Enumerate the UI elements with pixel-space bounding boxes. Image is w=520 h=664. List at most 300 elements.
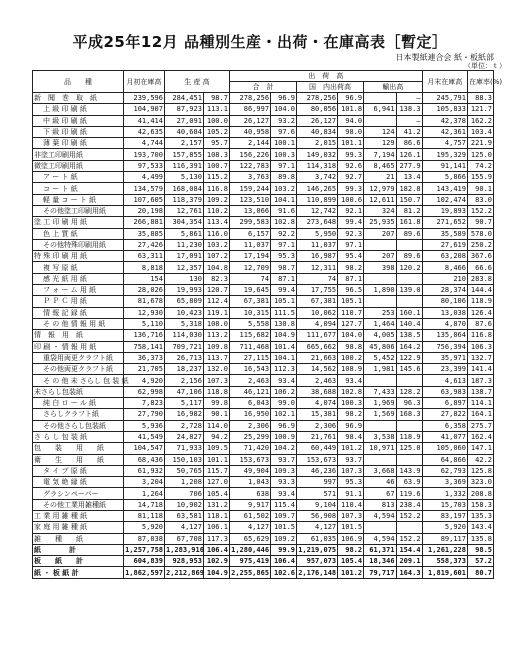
cell-value: 46,236 — [297, 465, 338, 476]
cell-value: 152.2 — [396, 510, 422, 521]
cell-value: 156,226 — [229, 149, 270, 160]
cell-value: 106.9 — [338, 533, 364, 544]
cell-value: 107.3 — [203, 375, 229, 386]
table-row — [33, 172, 494, 183]
cell-value: 5,920 — [422, 522, 467, 533]
cell-value: 100.2 — [338, 352, 364, 363]
cell-value: 144.4 — [467, 285, 493, 296]
cell-value: 15,703 — [422, 499, 467, 510]
cell-value: 304,354 — [165, 217, 204, 228]
cell-value: 5,866 — [422, 172, 467, 183]
cell-value: 12,709 — [229, 262, 270, 273]
cell-value: 5,861 — [165, 228, 204, 239]
cell-value: 21,761 — [297, 431, 338, 442]
cell-value: 81,678 — [123, 296, 164, 307]
cell-value: 157,855 — [165, 149, 204, 160]
cell-value: 13,038 — [422, 307, 467, 318]
table-row — [33, 239, 494, 250]
cell-value: 4,127 — [165, 522, 204, 533]
table-row — [33, 318, 494, 329]
cell-value: 161.8 — [396, 217, 422, 228]
row-item-name: 情 報 記 録 紙 — [33, 307, 124, 318]
cell-value: 638 — [229, 488, 270, 499]
cell-value: 128.2 — [396, 386, 422, 397]
cell-value: 100.6 — [338, 194, 364, 205]
cell-value: 13,066 — [229, 205, 270, 216]
cell-value: 122.9 — [396, 352, 422, 363]
row-item-name: コ ー ト 紙 — [33, 183, 124, 194]
cell-value: 107.2 — [203, 251, 229, 262]
cell-value: 119.1 — [203, 307, 229, 318]
cell-value: 114.0 — [203, 420, 229, 431]
cell-value: 159,244 — [229, 183, 270, 194]
row-item-name: 紙 ・ 板 紙 計 — [33, 567, 124, 578]
cell-value: 150.7 — [396, 194, 422, 205]
cell-value: 147.1 — [467, 443, 493, 454]
cell-value: 63,581 — [165, 510, 204, 521]
cell-value: 604,839 — [123, 556, 164, 567]
cell-value: 3,538 — [364, 431, 396, 442]
cell-value: 21,663 — [297, 352, 338, 363]
row-item-name: 未さらし包装紙 — [33, 386, 124, 397]
cell-value: 98.2 — [338, 262, 364, 273]
cell-value: 63,311 — [123, 251, 164, 262]
cell-value: 114.1 — [467, 398, 493, 409]
cell-value: 96.3 — [396, 398, 422, 409]
cell-value: 756,394 — [422, 341, 467, 352]
cell-value: 104.1 — [271, 194, 297, 205]
cell-value: 108.9 — [338, 364, 364, 375]
cell-value: 132.7 — [467, 352, 493, 363]
cell-value: 90.1 — [203, 409, 229, 420]
cell-value: 98.0 — [338, 126, 364, 137]
cell-value: 2,157 — [165, 138, 204, 149]
cell-value — [364, 273, 396, 284]
cell-value: 40,834 — [297, 126, 338, 137]
cell-value: 4,757 — [422, 138, 467, 149]
cell-value: 4,127 — [229, 522, 270, 533]
cell-value: 36,373 — [123, 352, 164, 363]
cell-value: 71,420 — [229, 443, 270, 454]
row-item-name: 家 庭 用 雑 種 紙 — [33, 522, 124, 533]
table-row — [33, 149, 494, 160]
cell-value: 2,144 — [229, 138, 270, 149]
cell-value: 3,204 — [123, 477, 164, 488]
cell-value: 97.1 — [271, 160, 297, 171]
cell-value: 86,997 — [229, 104, 270, 115]
cell-value: 102.6 — [271, 567, 297, 578]
cell-value: 35,589 — [422, 228, 467, 239]
cell-value: 99.0 — [271, 398, 297, 409]
cell-value: 957,073 — [297, 556, 338, 567]
cell-value: 67,381 — [229, 296, 270, 307]
page-title: 平成25年12月 品種別生産・出荷・在庫高表［暫定］ — [72, 33, 448, 51]
cell-value: 41,077 — [422, 431, 467, 442]
cell-value: 96.9 — [338, 93, 364, 104]
cell-value: 578.0 — [467, 228, 493, 239]
cell-value — [396, 273, 422, 284]
cell-value: 107.3 — [338, 510, 364, 521]
cell-value: 711,468 — [229, 341, 270, 352]
cell-value: 57.2 — [467, 556, 493, 567]
header-export: 輸出高 — [364, 82, 422, 93]
cell-value: 89.8 — [271, 172, 297, 183]
cell-value: 4,744 — [123, 138, 164, 149]
table-row — [33, 341, 494, 352]
table-row — [33, 160, 494, 171]
cell-value: 25,299 — [229, 431, 270, 442]
cell-value: 92.2 — [271, 228, 297, 239]
cell-value: 65,809 — [165, 296, 204, 307]
cell-value: 266,881 — [123, 217, 164, 228]
cell-value: 4,870 — [422, 318, 467, 329]
cell-value: 92.1 — [338, 205, 364, 216]
cell-value: 106.4 — [271, 556, 297, 567]
cell-value: 27,619 — [422, 239, 467, 250]
cell-value: 102.8 — [271, 217, 297, 228]
cell-value: 27,426 — [123, 239, 164, 250]
cell-value: 275.7 — [467, 420, 493, 431]
cell-value: 10,062 — [297, 307, 338, 318]
cell-value: 98.7 — [271, 262, 297, 273]
cell-value: 18,346 — [364, 556, 396, 567]
cell-value: 109.3 — [271, 465, 297, 476]
table-row — [33, 499, 494, 510]
table-row — [33, 544, 494, 555]
cell-value: 115.7 — [203, 465, 229, 476]
cell-value: 6,358 — [422, 420, 467, 431]
cell-value: 12,357 — [165, 262, 204, 273]
table-row — [33, 420, 494, 431]
row-item-name: 複 写 原 紙 — [33, 262, 124, 273]
row-item-name: 紙 計 — [33, 544, 124, 555]
cell-value: 152.2 — [467, 205, 493, 216]
cell-value: 105.1 — [271, 296, 297, 307]
row-item-name: グラシンペーパー — [33, 488, 124, 499]
cell-value: 91,141 — [422, 160, 467, 171]
cell-value — [364, 420, 396, 431]
cell-value: 117.3 — [203, 533, 229, 544]
cell-value: 97.6 — [271, 126, 297, 137]
cell-value: 87.1 — [338, 273, 364, 284]
cell-value: 135,064 — [422, 330, 467, 341]
cell-value: 61,502 — [229, 510, 270, 521]
cell-value: 101.1 — [203, 454, 229, 465]
cell-value: 82.3 — [203, 273, 229, 284]
cell-value: 87,923 — [165, 104, 204, 115]
cell-value: 26,713 — [165, 352, 204, 363]
cell-value: 8,465 — [364, 160, 396, 171]
cell-value: 21,705 — [123, 364, 164, 375]
organization-label: 日本製紙連合会 紙・板紙部 — [395, 53, 494, 62]
cell-value: 35,885 — [123, 228, 164, 239]
cell-value: 104,907 — [123, 104, 164, 115]
cell-value: 90.7 — [467, 217, 493, 228]
table-row — [33, 104, 494, 115]
cell-value: 93.3 — [271, 477, 297, 488]
cell-value: 134,579 — [123, 183, 164, 194]
cell-value: 115,682 — [229, 330, 270, 341]
cell-value: 126.4 — [467, 307, 493, 318]
cell-value: 3,668 — [364, 465, 396, 476]
cell-value: 96.9 — [271, 420, 297, 431]
row-item-name: 衛 生 用 紙 — [33, 454, 124, 465]
cell-value: 80.7 — [467, 567, 493, 578]
cell-value: 2,176,148 — [298, 568, 337, 577]
cell-value: 89,117 — [422, 533, 467, 544]
row-item-name: 薄 葉 印 刷 紙 — [33, 138, 124, 149]
table-row — [33, 93, 494, 104]
cell-value: 23,399 — [422, 364, 467, 375]
row-item-name: 印 刷 ・ 情 報 用 紙 — [33, 341, 124, 352]
cell-value: 149,032 — [297, 149, 338, 160]
table-row — [33, 273, 494, 284]
cell-value: 62,998 — [123, 386, 164, 397]
cell-value: 100.9 — [271, 431, 297, 442]
table-row — [33, 138, 494, 149]
cell-value: 104.0 — [271, 104, 297, 115]
cell-value: 93.7 — [271, 454, 297, 465]
cell-value: 88.3 — [467, 93, 493, 104]
cell-value: 9,917 — [229, 499, 270, 510]
cell-value: 239,596 — [123, 93, 164, 104]
cell-value: 143,419 — [422, 183, 467, 194]
table-row — [33, 398, 494, 409]
table-row — [33, 126, 494, 137]
cell-value: 5,318 — [165, 318, 204, 329]
cell-value: 130.8 — [271, 318, 297, 329]
cell-value: 113.1 — [203, 104, 229, 115]
table-body — [33, 93, 494, 579]
cell-value: 41,414 — [123, 115, 164, 126]
cell-value: 8,818 — [123, 262, 164, 273]
cell-value: 4,074 — [297, 398, 338, 409]
cell-value: 105,060 — [422, 443, 467, 454]
cell-value: 96.9 — [271, 93, 297, 104]
cell-value: 187.3 — [467, 375, 493, 386]
cell-value: 283.8 — [467, 273, 493, 284]
header-item: 品 種 — [33, 71, 124, 93]
cell-value: 132.0 — [203, 364, 229, 375]
cell-value: 127.0 — [203, 477, 229, 488]
cell-value: 28,026 — [123, 285, 164, 296]
cell-value — [364, 296, 396, 307]
cell-value: 97.1 — [338, 239, 364, 250]
cell-value: 100.3 — [338, 398, 364, 409]
cell-value: 103.2 — [271, 183, 297, 194]
row-item-name: 板 紙 計 — [33, 556, 124, 567]
cell-value: 12,930 — [123, 307, 164, 318]
cell-value: 116.8 — [203, 183, 229, 194]
cell-value — [364, 375, 396, 386]
cell-value: 138.3 — [396, 104, 422, 115]
cell-value: 99.4 — [271, 285, 297, 296]
cell-value: 93.7 — [338, 454, 364, 465]
cell-value: 118.8 — [203, 386, 229, 397]
cell-value: 62,793 — [422, 465, 467, 476]
cell-value: 758,141 — [123, 341, 164, 352]
cell-value: 140.4 — [396, 318, 422, 329]
cell-value: 112.3 — [271, 364, 297, 375]
cell-value: 2,212,869 — [166, 568, 204, 577]
table-row — [33, 409, 494, 420]
cell-value: 7,823 — [123, 398, 164, 409]
cell-value: 6,941 — [364, 104, 396, 115]
cell-value: 104.2 — [271, 443, 297, 454]
cell-value: 63,983 — [422, 386, 467, 397]
cell-value: 116.0 — [203, 228, 229, 239]
table-row — [33, 194, 494, 205]
cell-value: 96.9 — [338, 420, 364, 431]
row-item-name: そ の 他 情 報 用 紙 — [33, 318, 124, 329]
cell-value: 154.4 — [396, 544, 422, 555]
cell-value: 61,932 — [123, 465, 164, 476]
cell-value: 38,688 — [297, 386, 338, 397]
cell-value: 997 — [297, 477, 338, 488]
cell-value: 104.9 — [271, 330, 297, 341]
table-row — [33, 352, 494, 363]
row-item-name: 下 級 印 刷 紙 — [33, 126, 124, 137]
cell-value: 106.4 — [203, 544, 229, 555]
cell-value: 5,936 — [123, 420, 164, 431]
cell-value: 99.4 — [338, 217, 364, 228]
cell-value: 17,755 — [297, 285, 338, 296]
cell-value: 74.2 — [467, 160, 493, 171]
cell-value: 19,993 — [165, 285, 204, 296]
cell-value: — — [396, 93, 422, 104]
cell-value: 87.1 — [271, 273, 297, 284]
table-row — [33, 251, 494, 262]
row-item-name: 工 業 用 雑 種 紙 — [33, 510, 124, 521]
row-item-name: その他塗工印刷用紙 — [33, 205, 124, 216]
row-item-name: その他さらし包装紙 — [33, 420, 124, 431]
cell-value: 253 — [364, 307, 396, 318]
row-item-name: 塗 工 印 刷 用 紙 — [33, 217, 124, 228]
cell-value: 120.2 — [396, 262, 422, 273]
cell-value: 1,862,597 — [125, 568, 163, 577]
cell-value: 118,379 — [165, 194, 204, 205]
cell-value: 143.4 — [467, 522, 493, 533]
cell-value: 98.2 — [338, 544, 364, 555]
cell-value: 93.4 — [271, 488, 297, 499]
cell-value: 104.0 — [338, 330, 364, 341]
cell-value: 119.6 — [396, 488, 422, 499]
cell-value: 571 — [297, 488, 338, 499]
cell-value — [396, 454, 422, 465]
header-shipments: 出 荷 高 — [229, 71, 422, 82]
cell-value: 79,717 — [364, 567, 396, 578]
cell-value: 145.6 — [396, 364, 422, 375]
cell-value: 96.5 — [338, 285, 364, 296]
row-item-name: 包 装 用 紙 — [33, 443, 124, 454]
table-row — [33, 115, 494, 126]
cell-value: 125.8 — [467, 465, 493, 476]
cell-value: 127.7 — [338, 318, 364, 329]
cell-value: 97,533 — [123, 160, 164, 171]
cell-value — [364, 239, 396, 250]
cell-value: 67 — [364, 488, 396, 499]
cell-value: 106.2 — [271, 386, 297, 397]
cell-value: 152.2 — [396, 533, 422, 544]
cell-value: 98.4 — [338, 431, 364, 442]
row-item-name: その他工業用雑種紙 — [33, 499, 124, 510]
cell-value: 101.5 — [338, 522, 364, 533]
row-item-name: 非塗工印刷用紙 — [33, 149, 124, 160]
cell-value: 129 — [364, 138, 396, 149]
cell-value: 238.4 — [396, 499, 422, 510]
cell-value: 665,662 — [297, 341, 338, 352]
cell-value: 138.5 — [396, 330, 422, 341]
cell-value: 92.6 — [338, 160, 364, 171]
cell-value: 28,374 — [422, 285, 467, 296]
cell-value: 99.8 — [203, 398, 229, 409]
cell-value: 109.2 — [271, 533, 297, 544]
cell-value: 1,257,758 — [125, 546, 163, 555]
cell-value: 91.1 — [338, 488, 364, 499]
cell-value: 93.4 — [338, 375, 364, 386]
table-row — [33, 183, 494, 194]
table-row — [33, 454, 494, 465]
cell-value: 46,121 — [229, 386, 270, 397]
cell-value: 81,118 — [123, 510, 164, 521]
cell-value: 5,110 — [123, 318, 164, 329]
cell-value — [396, 296, 422, 307]
cell-value: 71,933 — [165, 443, 204, 454]
cell-value: 87,038 — [123, 533, 164, 544]
row-item-name: 色 上 質 紙 — [33, 228, 124, 239]
cell-value: 16,543 — [229, 364, 270, 375]
cell-value: 49,904 — [229, 465, 270, 476]
cell-value: 3,742 — [297, 172, 338, 183]
cell-value: 278,256 — [229, 93, 270, 104]
row-item-name: 特 殊 印 刷 用 紙 — [33, 251, 124, 262]
cell-value: 110.4 — [338, 499, 364, 510]
cell-value: 100.3 — [271, 149, 297, 160]
cell-value: 153,673 — [297, 454, 338, 465]
cell-value: 17,194 — [229, 251, 270, 262]
cell-value: 271,652 — [422, 217, 467, 228]
cell-value: 123,510 — [229, 194, 270, 205]
cell-value: 207 — [364, 251, 396, 262]
cell-value: 182.8 — [396, 183, 422, 194]
cell-value: 1,208 — [165, 477, 204, 488]
cell-value: 5,558 — [229, 318, 270, 329]
unit-label: （単位：ｔ） — [464, 62, 506, 70]
cell-value: 209.1 — [396, 556, 422, 567]
cell-value: 125.0 — [467, 149, 493, 160]
cell-value: 122,783 — [229, 160, 270, 171]
cell-value: 26,127 — [297, 115, 338, 126]
cell-value: 98.7 — [203, 93, 229, 104]
cell-value: 100.7 — [203, 160, 229, 171]
cell-value: 103.4 — [467, 126, 493, 137]
cell-value: 105.4 — [203, 488, 229, 499]
cell-value: 63.9 — [396, 477, 422, 488]
cell-value: 558,373 — [422, 556, 467, 567]
cell-value: 41.2 — [396, 126, 422, 137]
cell-value: 20,198 — [123, 205, 164, 216]
row-item-name: 軽 量 コ ー ト 紙 — [33, 194, 124, 205]
cell-value: 709,721 — [165, 341, 204, 352]
header-production: 生 産 高 — [165, 71, 230, 93]
cell-value: 1,219,075 — [298, 546, 337, 555]
cell-value: 94.0 — [338, 115, 364, 126]
cell-value: 4,499 — [123, 172, 164, 183]
cell-value: 118.1 — [203, 510, 229, 521]
cell-value: 27,790 — [123, 409, 164, 420]
cell-value: 975,419 — [229, 556, 270, 567]
cell-value: 101.4 — [271, 341, 297, 352]
